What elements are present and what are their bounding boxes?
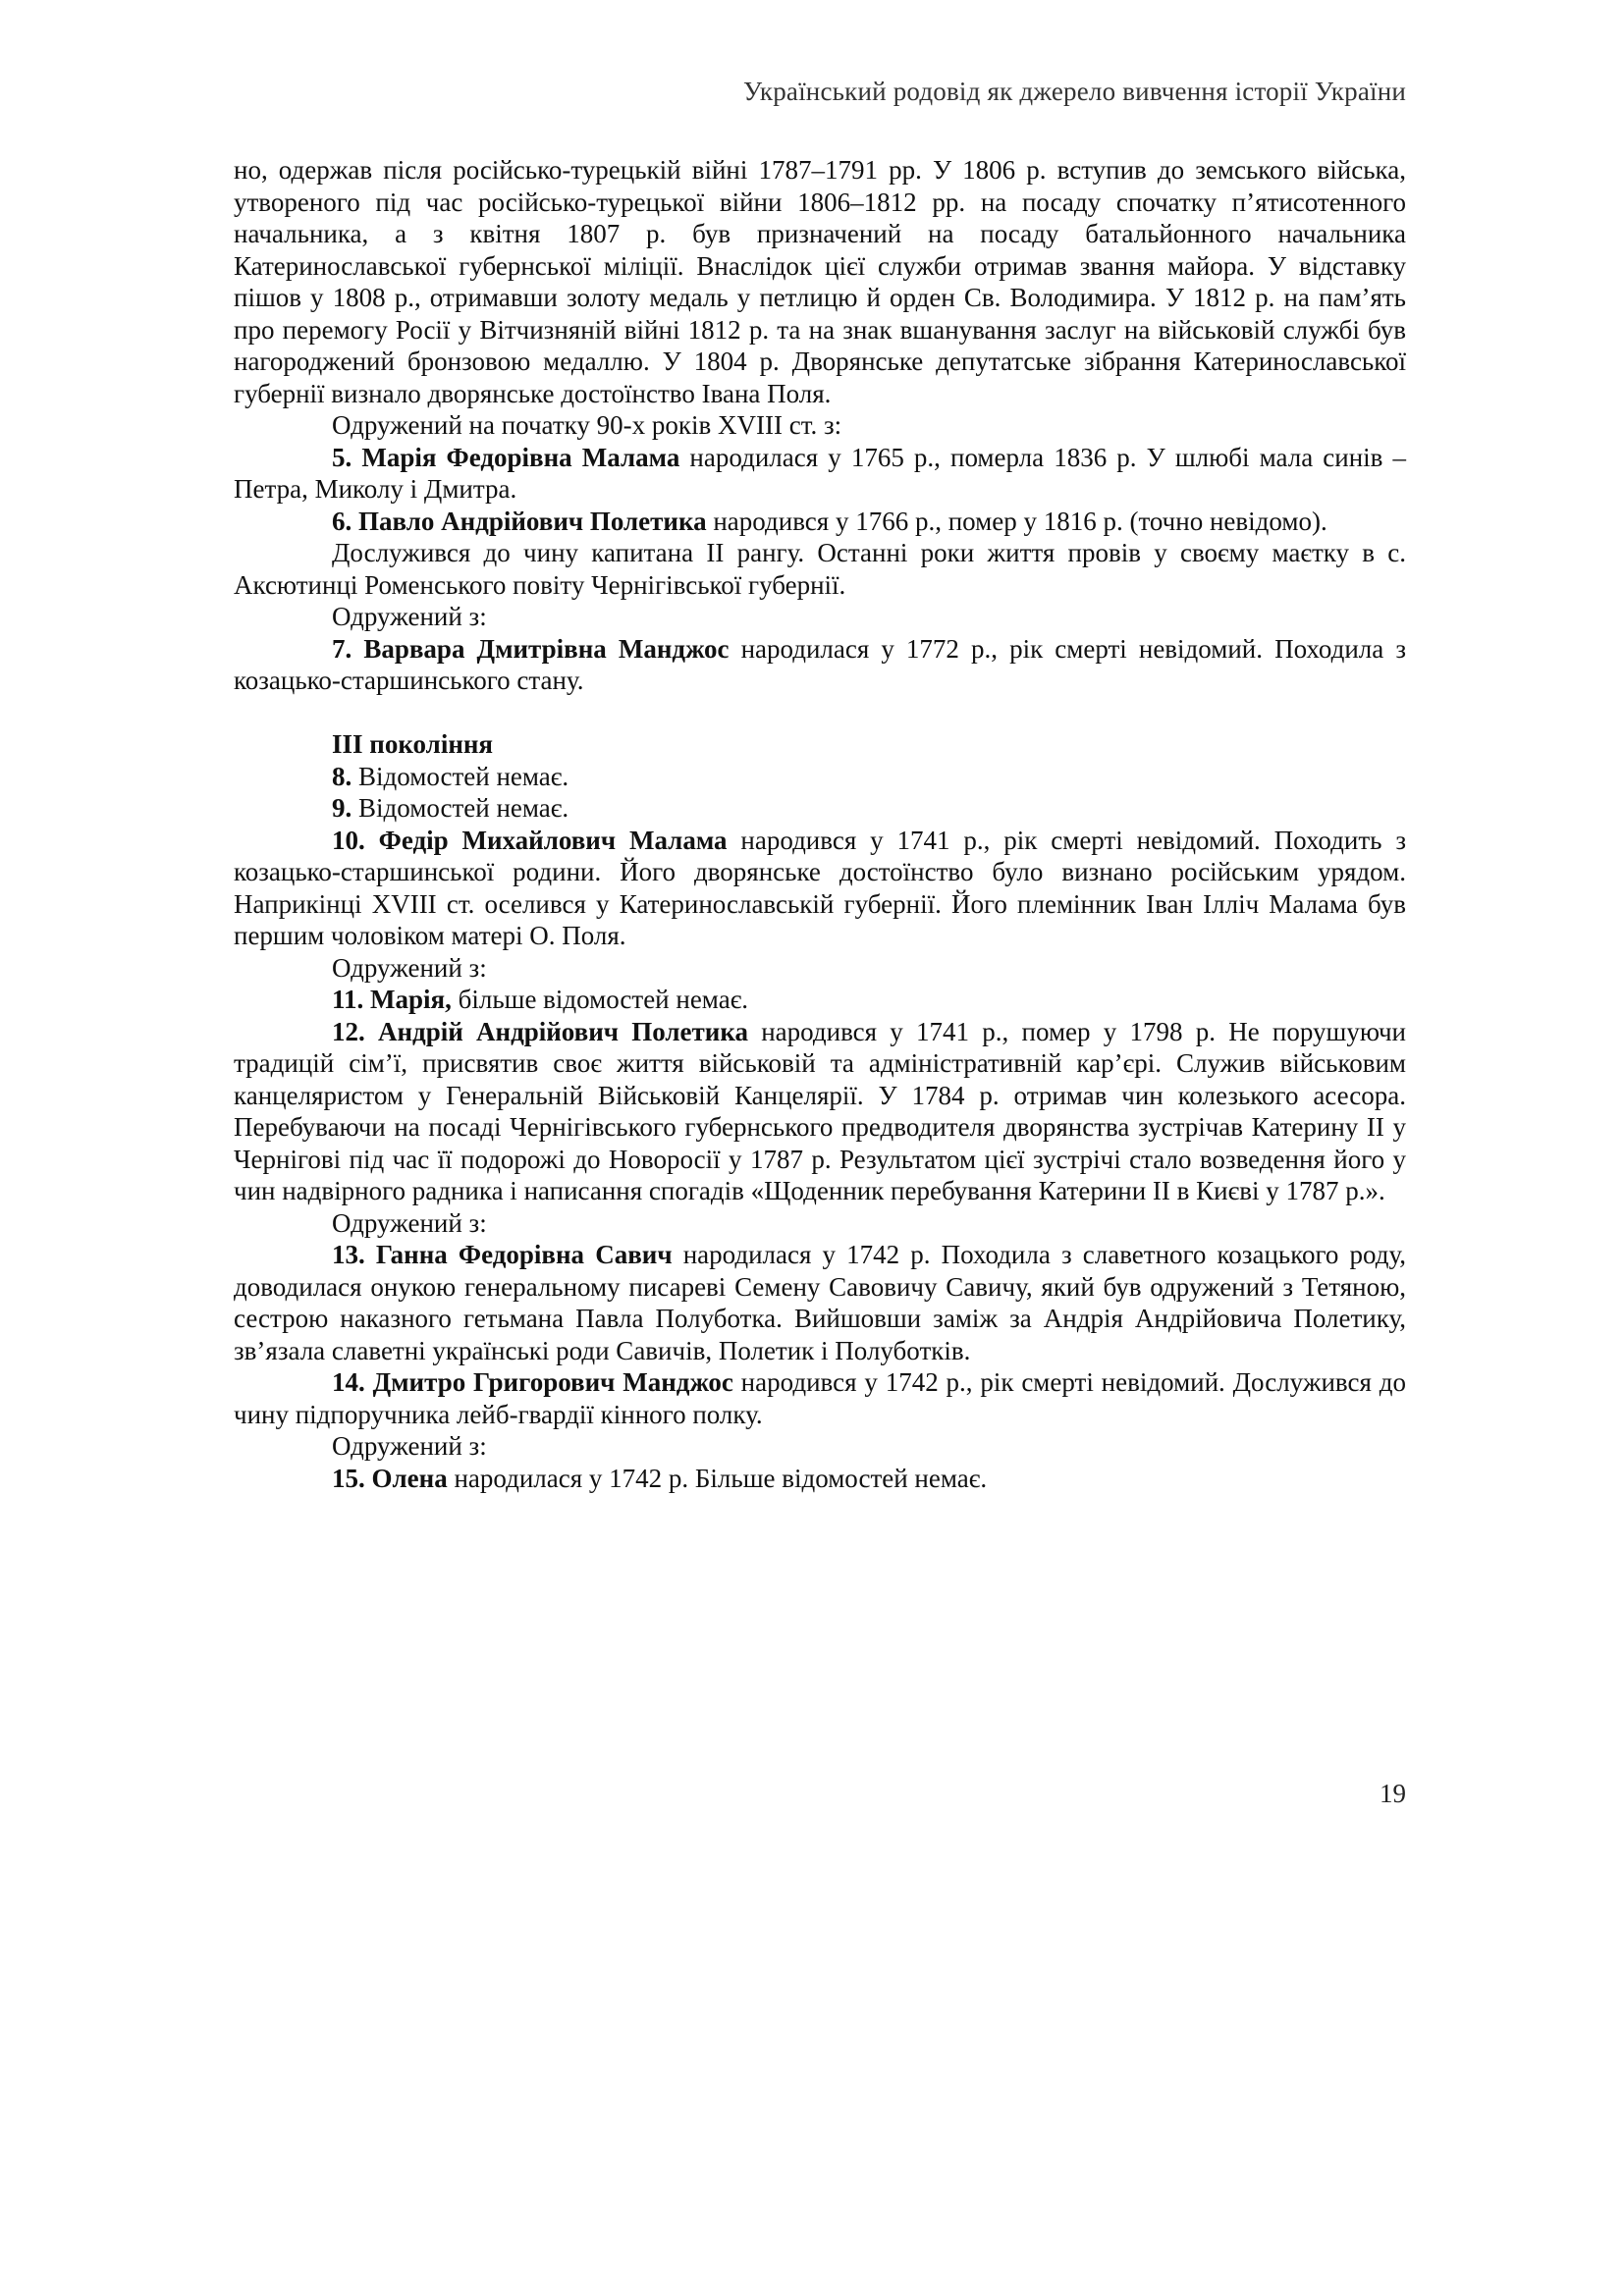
paragraph-married-to: Одружений з: — [332, 602, 487, 631]
entry-name: 13. Ганна Федорівна Савич — [332, 1240, 673, 1269]
running-head: Український родовід як джерело вивчення історії України — [742, 77, 1406, 106]
paragraph-entry-5: 5. Марія Федорівна Малама народилася у 1765 р., померла 1836 р. У шлюбі мала синів – Петра, Миколу і Дмитра. — [234, 442, 1406, 504]
paragraph-entry-8: 8. Відомостей немає. — [332, 761, 569, 791]
entry-name: 9. — [332, 793, 352, 823]
entry-name: 7. Варвара Дмитрівна Манджос — [332, 633, 730, 664]
paragraph-entry-6: 6. Павло Андрійович Полетика народився у 1766 р., помер у 1816 р. (точно невідомо). — [332, 506, 1327, 536]
section-heading: III покоління — [332, 729, 494, 759]
paragraph-married-to: Одружений з: — [332, 1431, 487, 1461]
paragraph-entry-11: 11. Марія, більше відомостей немає. — [332, 985, 749, 1014]
paragraph-entry-9: 9. Відомостей немає. — [332, 793, 569, 823]
entry-name: 6. Павло Андрійович Полетика — [332, 506, 707, 536]
paragraph-continuation: но, одержав після російсько-турецькій війні 1787–1791 рр. У 1806 р. вступив до земського війська, утвореного під час російсько-турецької війни 1806–1812 рр. на посаду спочатку п’ятисотенного начальника, а з квітня 1807 р. був призначений на посаду батальйонного начальника Катеринославської губернської міліції. Внаслідок цієї служби отримав звання майора. У відставку пішов у 1808 р., отримавши золоту медаль у петлицю й орден Св. Володимира. У 1812 р. на пам’ять про перемогу Росії у Вітчизняній війні 1812 р. та на знак вшанування заслуг на військовій службі був нагороджений бронзовою медаллю. У 1804 р. Дворянське депутатське зібрання Катеринославської губернії визнало дворянське достоїнство Івана Поля. — [234, 155, 1406, 408]
paragraph-married-to: Одружений з: — [332, 1207, 487, 1238]
paragraph-entry-15: 15. Олена народилася у 1742 р. Більше відомостей немає. — [332, 1463, 988, 1493]
page-number: 19 — [1380, 1779, 1406, 1808]
paragraph-entry-6-details: Дослужився до чину капитана II рангу. Останні роки життя провів у своєму маєтку в с. Аксютинці Роменського повіту Чернігівської губернії. — [234, 538, 1406, 600]
entry-name: 15. Олена — [332, 1463, 448, 1493]
entry-name: 12. Андрій Андрійович Полетика — [332, 1016, 748, 1046]
entry-name: 11. Марія, — [332, 985, 452, 1014]
paragraph-married-to: Одружений з: — [332, 952, 487, 983]
entry-name: 5. Марія Федорівна Малама — [332, 442, 680, 472]
paragraph-entry-12: 12. Андрій Андрійович Полетика народився у 1741 р., помер у 1798 р. Не порушуючи традицій сім’ї, присвятив своє життя військовій та адміністративній кар’єрі. Служив військовим канцеляристом у Генеральній Військовій Канцелярії. У 1784 р. отримав чин колезького асесора. Перебуваючи на посаді Чернігівського губернського предводителя дворянства зустрічав Катерину II у Чернігові під час її подорожі до Новоросії у 1787 р. Результатом цієї зустрічі стало возведення його у чин надвірного радника і написання спогадів «Щоденник перебування Катерини II в Києві у 1787 р.». — [234, 1016, 1406, 1205]
entry-name: 14. Дмитро Григорович Манджос — [332, 1367, 733, 1397]
entry-name: 8. — [332, 761, 352, 791]
paragraph-entry-13: 13. Ганна Федорівна Савич народилася у 1742 р. Походила з славетного козацького роду, доводилася онукою генеральному писареві Семену Савовичу Савичу, який був одружений з Тетяною, сестрою наказного гетьмана Павла Полуботка. Вийшовши заміж за Андрія Андрійовича Полетику, зв’язала славетні українські роди Савичів, Полетик і Полуботків. — [234, 1240, 1406, 1365]
paragraph-entry-7: 7. Варвара Дмитрівна Манджос народилася у 1772 р., рік смерті невідомий. Походила з козацько-старшинського стану. — [234, 633, 1407, 695]
main-text — [234, 154, 1406, 1494]
paragraph-marriage-note: Одружений на початку 90-х років XVIII ст. з: — [332, 410, 842, 440]
entry-name: 10. Федір Михайлович Малама — [332, 825, 728, 855]
paragraph-entry-10: 10. Федір Михайлович Малама народився у 1741 р., рік смерті невідомий. Походить з козацько-старшинської родини. Його дворянське достоїнство було визнано російським урядом. Наприкінці XVIII ст. оселився у Катеринославській губернії. Його племінник Іван Ілліч Малама був першим чоловіком матері О. Поля. — [234, 825, 1406, 950]
paragraph-entry-14: 14. Дмитро Григорович Манджос народився у 1742 р., рік смерті невідомий. Дослужився до чину підпоручника лейб-гвардії кінного полку. — [234, 1367, 1406, 1429]
